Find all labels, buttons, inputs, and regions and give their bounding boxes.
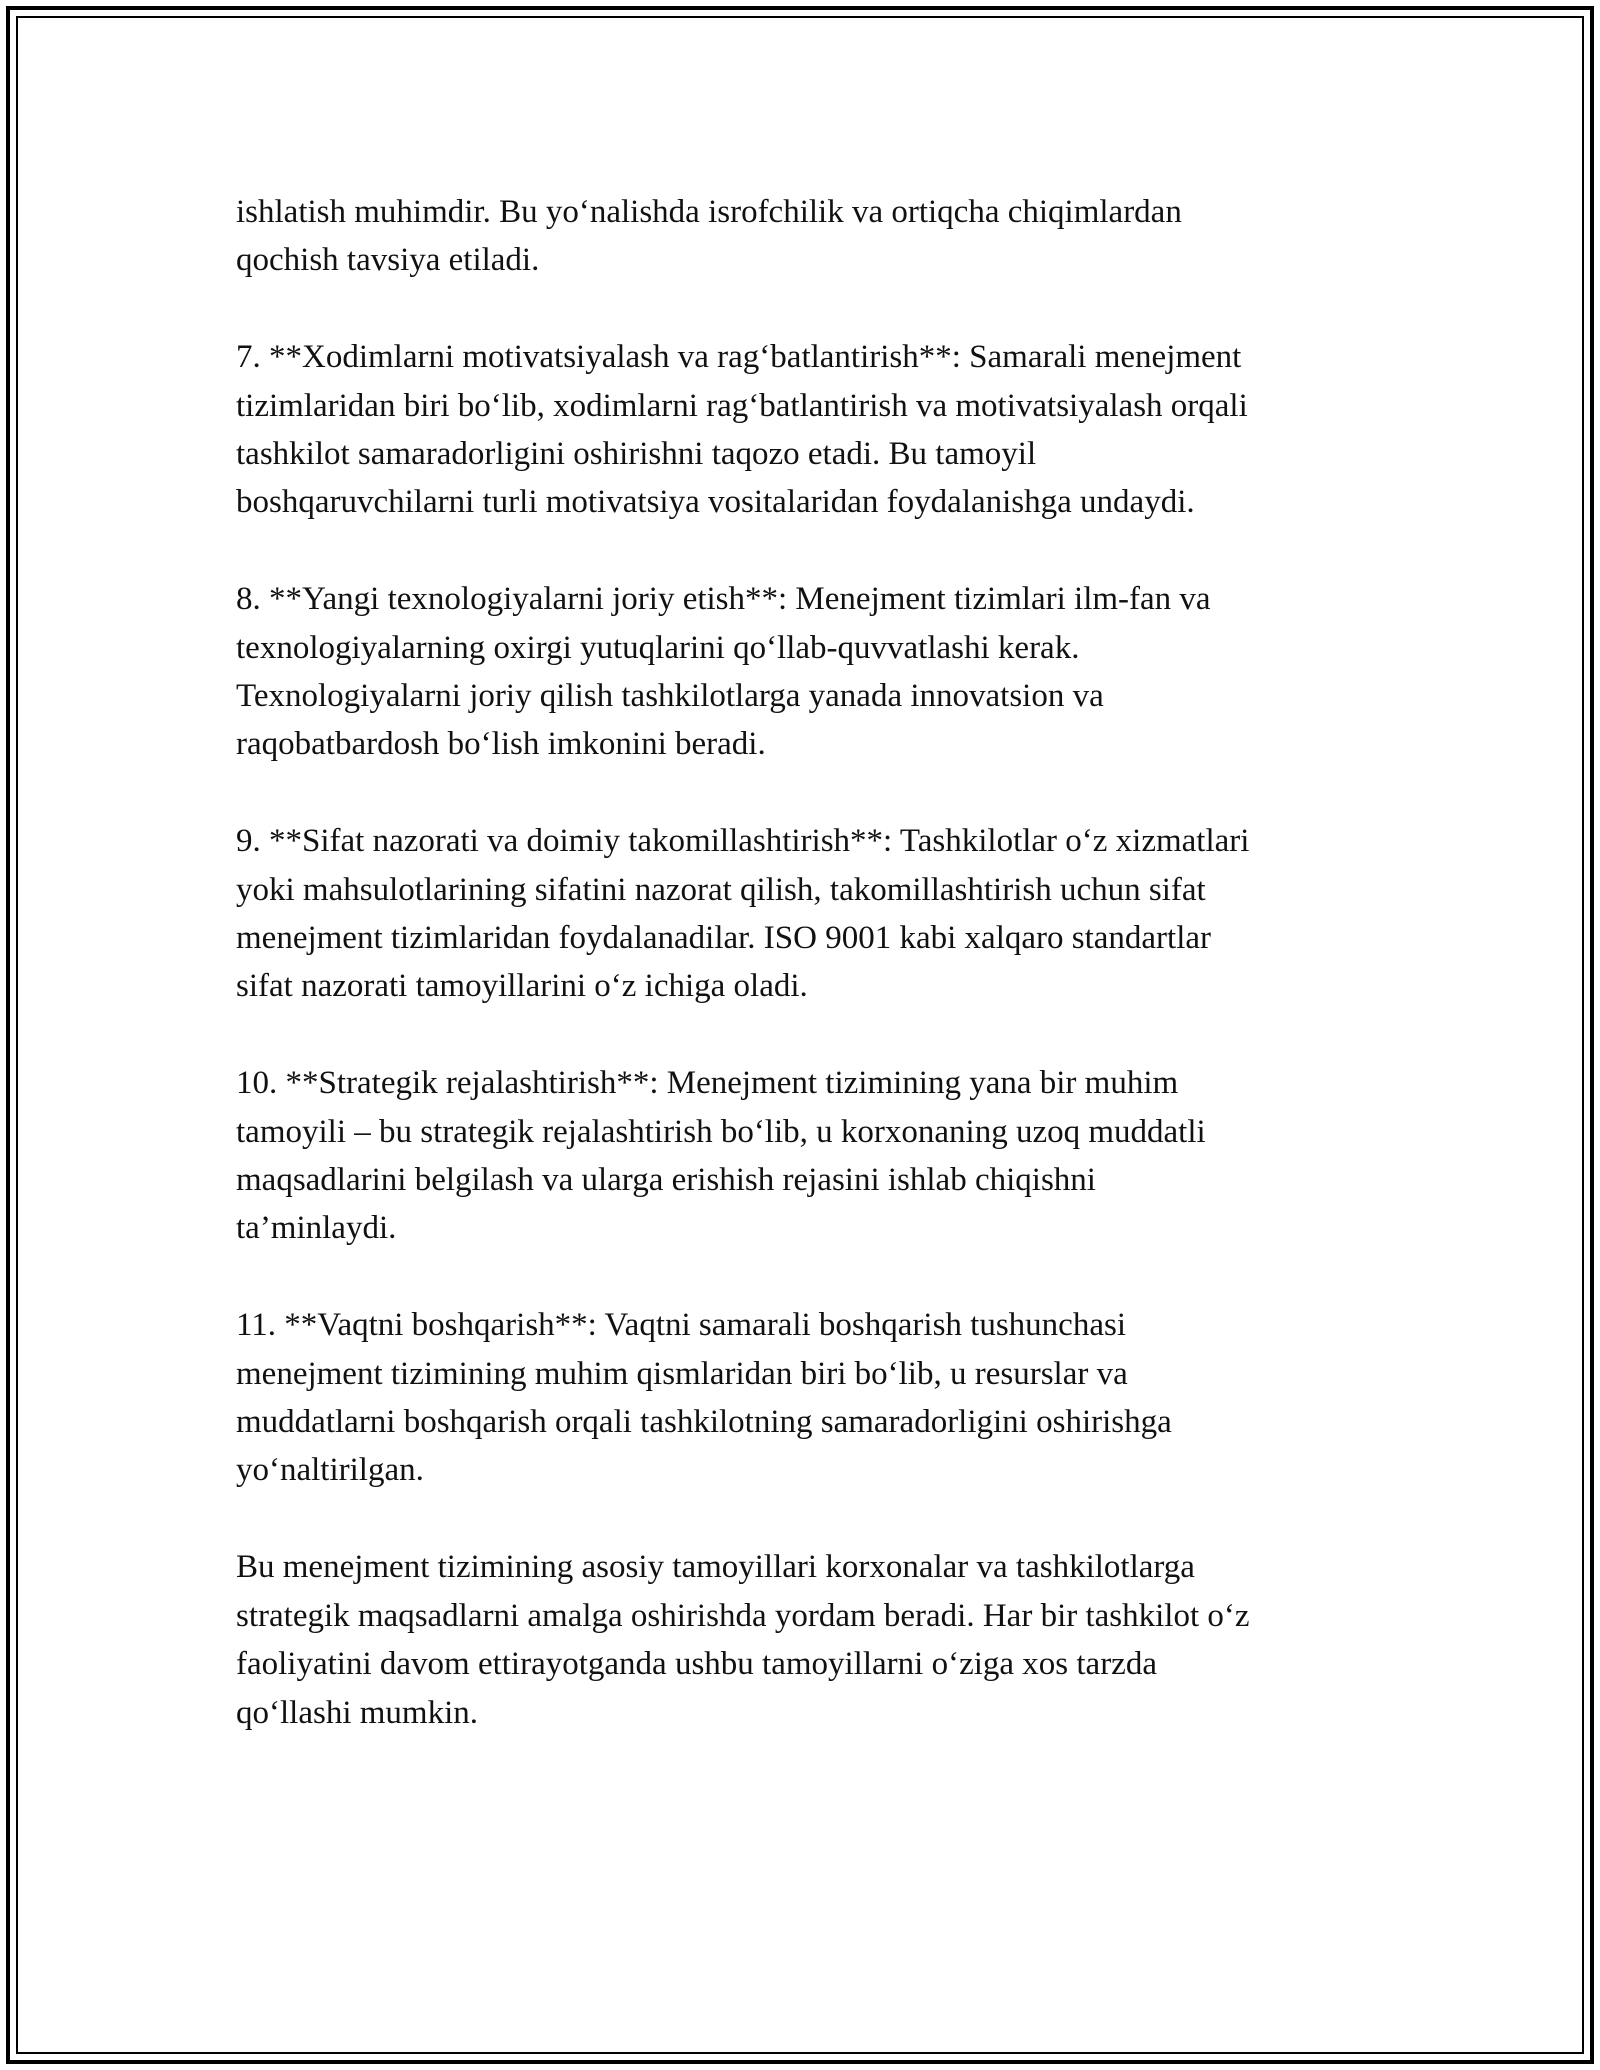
- text-line: menejment tizimlaridan foydalanadilar. ISO 9001 kabi xalqaro standartlar: [236, 920, 1212, 957]
- text-line: boshqaruvchilarni turli motivatsiya vositalaridan foydalanishga undaydi.: [236, 484, 1195, 521]
- text-line: yoki mahsulotlarining sifatini nazorat qilish, takomillashtirish uchun sifat: [236, 871, 1206, 908]
- text-line: strategik maqsadlarni amalga oshirishda yordam beradi. Har bir tashkilot o‘z: [236, 1597, 1250, 1634]
- text-line: tashkilot samaradorligini oshirishni taqozo etadi. Bu tamoyil: [236, 436, 1037, 473]
- text-line: texnologiyalarning oxirgi yutuqlarini qo‘llab-quvvatlashi kerak.: [236, 629, 1080, 666]
- paragraph-item-11: [236, 1301, 1386, 1495]
- paragraph-continuation: [236, 188, 1386, 285]
- paragraph-item-7: [236, 333, 1386, 527]
- text-line: maqsadlarini belgilash va ularga erishish rejasini ishlab chiqishni: [236, 1162, 1096, 1199]
- paragraph-conclusion: [236, 1543, 1386, 1737]
- document-body: [236, 188, 1386, 1785]
- text-line: 10. **Strategik rejalashtirish**: Menejment tizimining yana bir muhim: [236, 1065, 1179, 1102]
- paragraph-item-8: [236, 575, 1386, 769]
- text-line: ishlatish muhimdir. Bu yo‘nalishda isrofchilik va ortiqcha chiqimlardan: [236, 194, 1182, 230]
- paragraph-item-9: [236, 817, 1386, 1011]
- text-line: Bu menejment tizimining asosiy tamoyillari korxonalar va tashkilotlarga: [236, 1549, 1195, 1586]
- text-line: qochish tavsiya etiladi.: [236, 242, 540, 279]
- text-line: raqobatbardosh bo‘lish imkonini beradi.: [236, 726, 766, 763]
- text-line: 7. **Xodimlarni motivatsiyalash va rag‘batlantirish**: Samarali menejment: [236, 339, 1242, 376]
- text-line: Texnologiyalarni joriy qilish tashkilotlarga yanada innovatsion va: [236, 678, 1104, 715]
- paragraph-item-10: [236, 1059, 1386, 1253]
- text-line: sifat nazorati tamoyillarini o‘z ichiga oladi.: [236, 968, 808, 1005]
- text-line: qo‘llashi mumkin.: [236, 1694, 478, 1731]
- text-line: yo‘naltirilgan.: [236, 1452, 424, 1489]
- text-line: faoliyatini davom ettirayotganda ushbu tamoyillarni o‘ziga xos tarzda: [236, 1646, 1157, 1683]
- text-line: 11. **Vaqtni boshqarish**: Vaqtni samarali boshqarish tushunchasi: [236, 1307, 1126, 1344]
- text-line: tizimlaridan biri bo‘lib, xodimlarni rag‘batlantirish va motivatsiyalash orqali: [236, 387, 1248, 424]
- text-line: ta’minlaydi.: [236, 1210, 397, 1247]
- text-line: tamoyili – bu strategik rejalashtirish bo‘lib, u korxonaning uzoq muddatli: [236, 1113, 1206, 1150]
- text-line: 8. **Yangi texnologiyalarni joriy etish**: Menejment tizimlari ilm-fan va: [236, 581, 1211, 618]
- text-line: 9. **Sifat nazorati va doimiy takomillashtirish**: Tashkilotlar o‘z xizmatlari: [236, 823, 1250, 860]
- text-line: muddatlarni boshqarish orqali tashkilotning samaradorligini oshirishga: [236, 1404, 1172, 1441]
- text-line: menejment tizimining muhim qismlaridan biri bo‘lib, u resurslar va: [236, 1355, 1128, 1392]
